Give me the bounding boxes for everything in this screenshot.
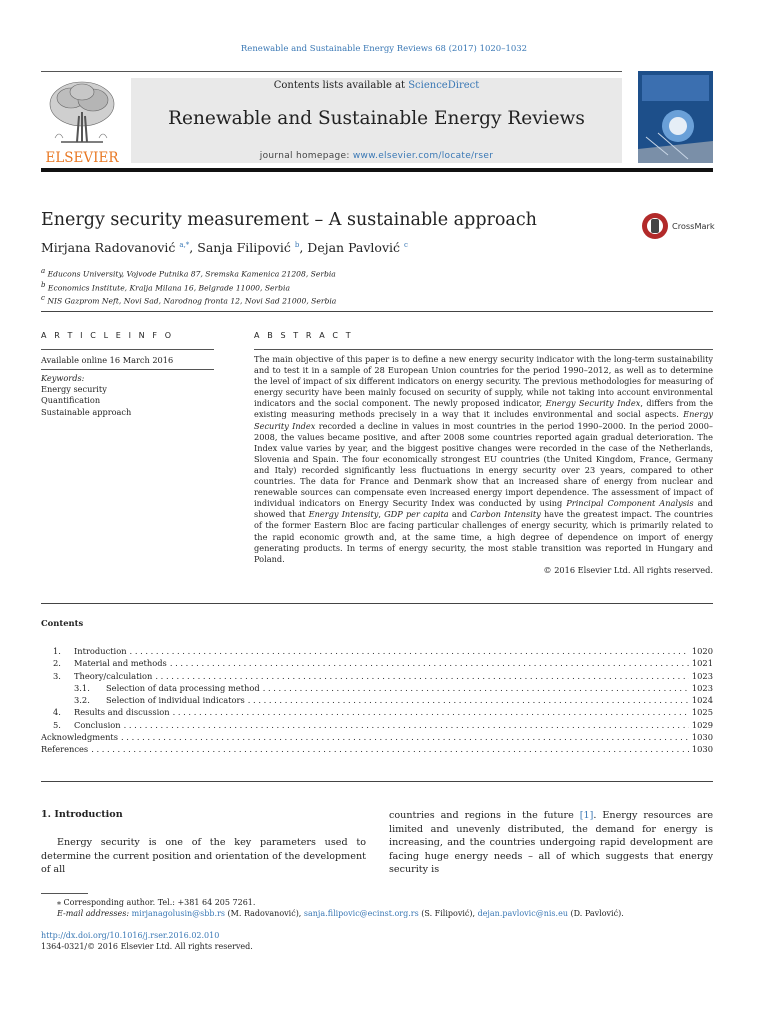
abstract-emphasis: Energy Security Index (254, 409, 713, 431)
affiliations (41, 266, 336, 307)
toc-page-number: 1025 (691, 707, 713, 718)
toc-entry[interactable] (41, 719, 713, 731)
author-name: Sanja Filipović (197, 240, 291, 255)
toc-page-number: 1029 (691, 719, 713, 730)
footnote-rule (41, 893, 88, 894)
abstract-emphasis: GDP per capita (384, 509, 449, 520)
toc-leader (121, 731, 689, 743)
toc-entry[interactable] (41, 657, 713, 669)
table-of-contents (41, 645, 713, 756)
affiliation: $^b$ Economics Institute, Kralja Milana 16, Belgrade 11000, Serbia (41, 280, 290, 293)
homepage-prefix: journal homepage: (259, 151, 353, 161)
abstract-emphasis: Carbon Intensity (470, 509, 541, 520)
toc-page-number: 1023 (691, 682, 713, 693)
contents-title: Contents (41, 618, 84, 628)
toc-label[interactable]: Material and methods (74, 658, 167, 669)
toc-number: 5. (53, 719, 61, 730)
sciencedirect-link[interactable]: ScienceDirect (408, 80, 480, 91)
crossmark-badge[interactable] (641, 211, 719, 241)
doi-link[interactable]: http://dx.doi.org/10.1016/j.rser.2016.02.010 (41, 931, 220, 940)
abstract-fragment: recorded a decline in values in most countries in the period 1990–2000. In the period 2000–2008, the values became positive, and after 2008 some countries reported again gradual deterioration. The Index value varies by year, and the biggest positive changes were recorded in the case of the Netherlands, Slovenia and Spain. The four economically strongest EU countries (the United Kingdom, France, Germany and Italy) recorded significantly less fluctuations in energy security over 23 years, compared to other countries. The data for France and Denmark show that an increased share of energy from nuclear and renewable sources can compensate even increased energy import dependence. The assessment of impact of individual indicators on Energy Security Index was conducted by using (254, 420, 713, 509)
toc-label[interactable]: Conclusion (74, 719, 121, 730)
issn-line: 1364-0321/© 2016 Elsevier Ltd. All rights reserved. (41, 942, 253, 952)
toc-label[interactable]: Introduction (74, 646, 127, 656)
abstract-body (254, 354, 713, 565)
email-link[interactable]: mirjanagolusin@sbb.rs (131, 909, 226, 919)
journal-citation[interactable]: Renewable and Sustainable Energy Reviews 68 (2017) 1020–1032 (240, 44, 528, 54)
copyright-line: © 2016 Elsevier Ltd. All rights reserved. (543, 564, 713, 575)
author-affiliation-mark[interactable]: b (294, 240, 300, 249)
toc-entry[interactable] (41, 682, 713, 694)
toc-label[interactable]: References (41, 744, 89, 755)
affiliation: $^a$ Educons University, Vojvode Putnika 87, Sremska Kamenica 21208, Serbia (41, 267, 336, 279)
toc-label[interactable]: Results and discussion (74, 707, 170, 718)
journal-homepage (131, 151, 622, 161)
toc-label[interactable]: Selection of data processing method (106, 682, 260, 693)
masthead-rule (41, 168, 713, 172)
toc-leader (173, 706, 689, 718)
author-name: Mirjana Radovanović (41, 240, 176, 255)
divider (41, 349, 214, 350)
corresponding-author-note: ⁎ Corresponding author. Tel.: +381 64 205 7261. (57, 898, 256, 907)
toc-leader (124, 719, 689, 731)
keyword: Energy security (41, 384, 107, 395)
reference-link[interactable]: [1] (579, 810, 594, 821)
abstract-fragment: The main objective of this paper is to define a new energy security indicator with the long-term sustainability and to test it in a sample of 28 European Union countries for the period 1990–2012, as well as to determine the level of impact of six different indicators on energy security. The previous methodologies for measuring of energy security have been mainly focused on security of supply, while not taking into account environmental indicators and the social component. The newly proposed indicator, (254, 354, 713, 409)
contents-prefix: Contents lists available at (273, 80, 409, 91)
divider (41, 603, 713, 604)
abstract-emphasis: Energy Security Index (545, 398, 641, 409)
article-info-heading: A R T I C L E I N F O (41, 331, 174, 340)
masthead-top-rule (41, 71, 622, 72)
journal-cover-thumbnail[interactable] (638, 71, 713, 163)
available-online-date: Available online 16 March 2016 (41, 355, 174, 365)
toc-number: 3. (53, 670, 61, 681)
toc-leader (248, 694, 689, 706)
toc-entry[interactable] (41, 731, 713, 743)
toc-number: 4. (53, 707, 61, 718)
author-list: Mirjana Radovanović $^{a,*}$, Sanja Filipović $^b$, Dejan Pavlović $^c$ (41, 240, 408, 255)
toc-entry[interactable] (41, 706, 713, 718)
toc-page-number: 1024 (691, 695, 713, 706)
affiliation: $^c$ NIS Gazprom Neft, Novi Sad, Narodnog fronta 12, Novi Sad 21000, Serbia (41, 294, 337, 306)
toc-leader (91, 743, 689, 755)
abstract-fragment: , differs from the existing measuring methods precisely in a way that it includes environmental and social aspects. (254, 398, 713, 420)
toc-page-number: 1023 (691, 670, 713, 681)
abstract-fragment: have the greatest impact. The countries of the former Eastern Bloc are facing particular challenges of energy security, which is primarily related to the rapid economic growth and, at the same time, a high degree of dependence on import of energy generating products. In terms of energy security, the most stable transition was reported in Hungary and Poland. (254, 509, 713, 564)
abstract-emphasis: Energy Intensity (308, 509, 379, 520)
keywords-label: Keywords: (41, 373, 85, 383)
toc-label[interactable]: Selection of individual indicators (106, 695, 245, 706)
crossmark-label: CrossMark (672, 221, 715, 231)
body-text-right: countries and regions in the future [1]. Energy resources are limited and unevenly distributed, the demand for energy is increasing, and the countries undergoing rapid development are facing huge energy needs – all of which suggests that energy security is (389, 810, 714, 876)
email-link[interactable]: sanja.filipovic@ecinst.org.rs (303, 909, 419, 919)
toc-number: 3.1. (74, 682, 90, 693)
toc-page-number: 1030 (691, 732, 713, 743)
abstract-text (254, 354, 713, 576)
toc-leader (155, 670, 688, 682)
toc-number: 1. (53, 646, 61, 656)
toc-number: 3.2. (74, 695, 90, 706)
body-text-left: Energy security is one of the key parameters used to determine the current position and orientation of the development of all (41, 837, 366, 876)
toc-entry[interactable] (41, 670, 713, 682)
toc-entry[interactable] (41, 645, 713, 657)
journal-title: Renewable and Sustainable Energy Reviews (168, 108, 585, 129)
keyword: Sustainable approach (41, 406, 132, 417)
divider (41, 369, 214, 370)
abstract-fragment: and showed that (254, 498, 714, 520)
publisher-wordmark: ELSEVIER (45, 150, 119, 164)
divider (254, 349, 713, 350)
elsevier-tree-logo[interactable] (41, 76, 123, 164)
email-addresses: E-mail addresses: mirjanagolusin@sbb.rs (M. Radovanović), sanja.filipovic@ecinst.org.rs (S. Filipović), dejan.pavlovic@nis.eu (D. Pavlović). (57, 909, 624, 919)
abstract-heading: A B S T R A C T (254, 331, 354, 340)
author-affiliation-mark[interactable]: a,* (179, 240, 190, 249)
contents-line (131, 80, 622, 91)
author-affiliation-mark[interactable]: c (404, 240, 408, 249)
abstract-fragment: and (448, 509, 471, 520)
homepage-link[interactable]: www.elsevier.com/locate/rser (352, 151, 494, 161)
keyword: Quantification (41, 395, 101, 406)
toc-page-number: 1021 (691, 658, 713, 669)
author-name: Dejan Pavlović (307, 240, 401, 255)
divider (41, 311, 713, 312)
toc-leader (170, 657, 689, 669)
toc-leader (130, 645, 689, 657)
toc-page-number: 1020 (691, 646, 713, 656)
toc-label[interactable]: Theory/calculation (74, 670, 153, 681)
toc-label[interactable]: Acknowledgments (41, 732, 119, 743)
footnotes (41, 897, 624, 919)
keywords-block (41, 373, 131, 418)
paper-title: Energy security measurement – A sustainable approach (41, 210, 537, 230)
abstract-emphasis: Principal Component Analysis (566, 498, 694, 509)
abstract-fragment: , (378, 509, 385, 520)
toc-entry[interactable] (41, 743, 713, 755)
section-heading-introduction: 1. Introduction (41, 809, 123, 820)
toc-page-number: 1030 (691, 744, 713, 755)
doi-block (41, 930, 253, 952)
divider (41, 781, 713, 782)
toc-number: 2. (53, 658, 61, 669)
toc-leader (263, 682, 689, 694)
toc-entry[interactable] (41, 694, 713, 706)
email-link[interactable]: dejan.pavlovic@nis.eu (477, 909, 568, 919)
